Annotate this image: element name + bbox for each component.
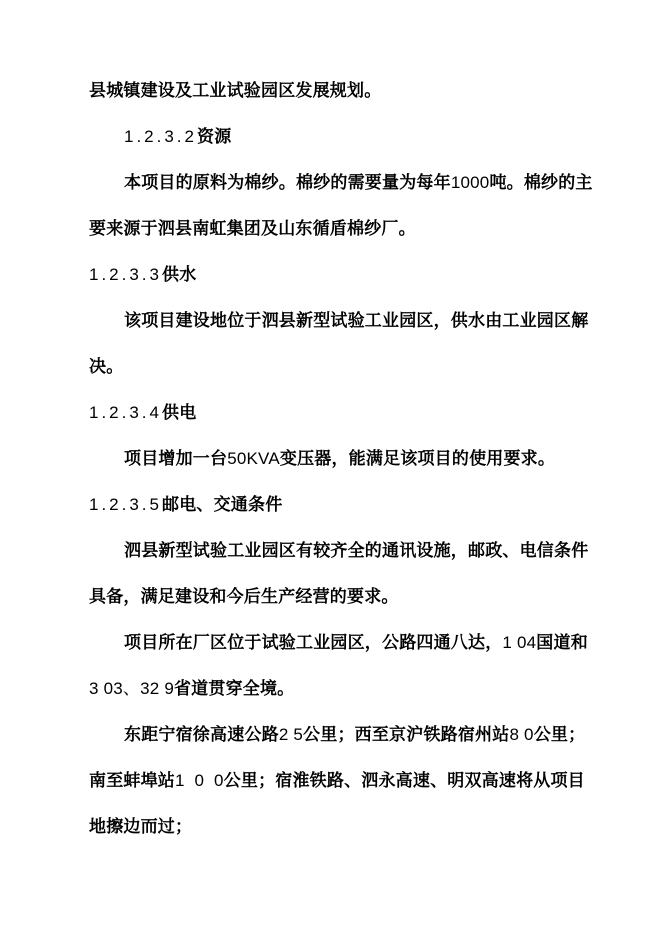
section-title: 资源: [197, 127, 232, 147]
inline-number-2: 8 0: [509, 725, 534, 744]
text-line-15: [124, 724, 585, 746]
text-line-11: [124, 540, 588, 562]
line-text: 该项目建设地位于泗县新型试验工业园区，供水由工业园区解: [124, 311, 589, 331]
text-line-13: [124, 632, 588, 654]
line-text-post: 吨。棉纱的主: [489, 173, 593, 193]
inline-number: 1 0 0: [175, 771, 224, 790]
section-number: 1.2.3.2: [124, 127, 197, 146]
line-text: 县城镇建设及工业试验园区发展规划。: [89, 81, 382, 101]
line-text: 具备，满足建设和今后生产经营的要求。: [89, 587, 399, 607]
section-title: 邮电、交通条件: [162, 495, 283, 515]
section-number: 1.2.3.4: [89, 403, 162, 422]
text-line-9: [124, 448, 555, 470]
section-title: 供水: [162, 265, 197, 285]
text-line-1: [89, 80, 381, 102]
line-text: 地擦边而过；: [89, 817, 193, 837]
inline-number: 1000: [450, 173, 490, 192]
text-line-17: [89, 816, 192, 838]
section-heading-1-2-3-3: [89, 264, 196, 286]
inline-number: 3 03、32 9: [89, 679, 174, 698]
line-text-post: 公里；: [533, 725, 586, 745]
section-heading-1-2-3-5: [89, 494, 282, 516]
section-number: 1.2.3.5: [89, 495, 162, 514]
line-text-pre: 本项目的原料为棉纱。棉纱的需要量为每年: [124, 173, 451, 193]
text-line-6: [124, 310, 588, 332]
line-text-pre: 南至蚌埠站: [89, 771, 175, 791]
text-line-12: [89, 586, 399, 608]
section-heading-1-2-3-4: [89, 402, 196, 424]
text-line-4: [89, 218, 416, 240]
line-text: 要来源于泗县南虹集团及山东循盾棉纱厂。: [89, 219, 416, 239]
line-text-pre: 东距宁宿徐高速公路: [124, 725, 279, 745]
text-line-16: [89, 770, 585, 792]
line-text: 泗县新型试验工业园区有较齐全的通讯设施，邮政、电信条件: [124, 541, 589, 561]
inline-number: 2 5: [278, 725, 304, 744]
line-text-post: 公里；宿淮铁路、泗永高速、明双高速将从项目: [223, 771, 585, 791]
inline-number: 1 04: [502, 633, 537, 652]
line-text-mid: 公里；西至京沪铁路宿州站: [303, 725, 510, 745]
text-line-3: [124, 172, 593, 194]
text-line-14: [89, 678, 294, 700]
section-title: 供电: [162, 403, 197, 423]
section-heading-1-2-3-2: [124, 126, 231, 148]
line-text: 省道贯穿全境。: [173, 679, 295, 699]
line-text: 决。: [89, 357, 124, 377]
inline-number: 50KVA: [227, 449, 280, 468]
line-text-post: 变压器，能满足该项目的使用要求。: [279, 449, 556, 469]
line-text-pre: 项目增加一台: [124, 449, 228, 469]
line-text-pre: 项目所在厂区位于试验工业园区，公路四通八达，: [124, 633, 503, 653]
text-line-7: [89, 356, 123, 378]
section-number: 1.2.3.3: [89, 265, 162, 284]
line-text-post: 国道和: [536, 633, 588, 653]
